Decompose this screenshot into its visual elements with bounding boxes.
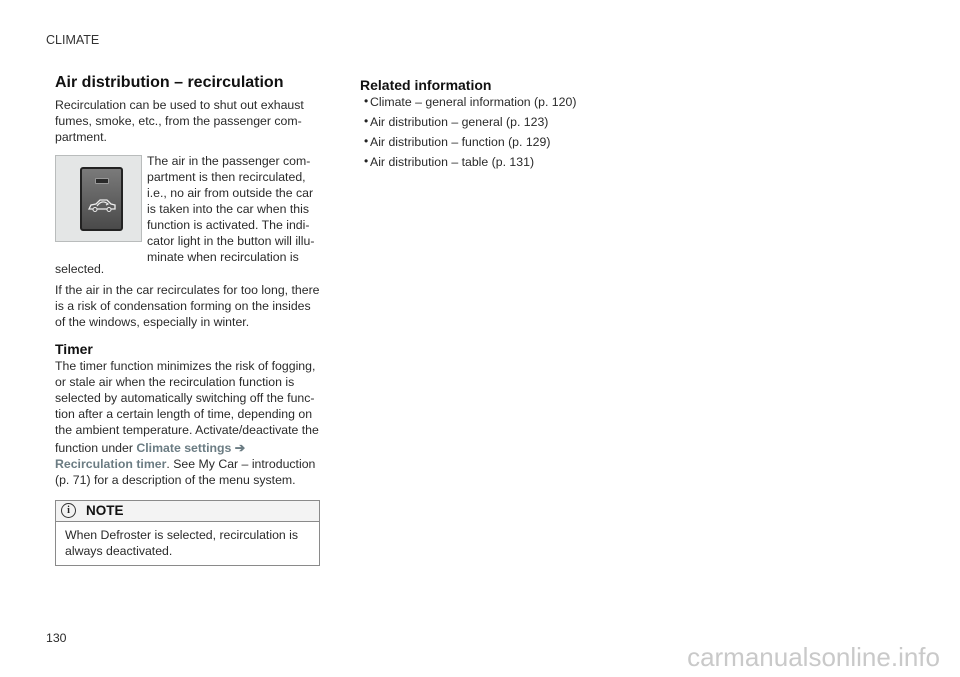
related-link[interactable]: Air distribution – function (p. 129) bbox=[370, 135, 551, 149]
image-caption-text bbox=[147, 153, 314, 265]
text-line: function is activated. The indi- bbox=[147, 218, 310, 232]
text-line: (p. 71) for a description of the menu system. bbox=[55, 473, 296, 487]
text-line: always deactivated. bbox=[65, 544, 173, 558]
related-heading: Related information bbox=[360, 77, 492, 93]
note-box bbox=[55, 500, 320, 566]
car-recirculation-icon bbox=[87, 197, 117, 213]
text-span: . See My Car – introduction bbox=[166, 457, 316, 471]
text-line: selected. bbox=[55, 262, 105, 276]
related-link[interactable]: Climate – general information (p. 120) bbox=[370, 95, 577, 109]
text-line: i.e., no air from outside the car bbox=[147, 186, 314, 200]
related-link[interactable]: Air distribution – general (p. 123) bbox=[370, 115, 549, 129]
text-line: Recirculation can be used to shut out exhaust bbox=[55, 98, 304, 112]
arrow-right-icon: ➔ bbox=[234, 441, 246, 455]
bullet-icon: • bbox=[364, 114, 369, 128]
text-line: The air in the passenger com- bbox=[147, 154, 311, 168]
note-label: NOTE bbox=[86, 503, 124, 518]
text-line: tion after a certain length of time, depending on bbox=[55, 407, 313, 421]
text-span: function under bbox=[55, 441, 137, 455]
text-line: is taken into the car when this bbox=[147, 202, 309, 216]
related-link[interactable]: Air distribution – table (p. 131) bbox=[370, 155, 535, 169]
note-text bbox=[65, 527, 298, 559]
condensation-paragraph bbox=[55, 282, 320, 330]
menu-path-recirculation-timer: Recirculation timer bbox=[55, 457, 167, 471]
timer-paragraph bbox=[55, 358, 319, 488]
menu-path-climate-settings: Climate settings bbox=[136, 441, 232, 455]
text-line: of the windows, especially in winter. bbox=[55, 315, 250, 329]
text-line: If the air in the car recirculates for too long, there bbox=[55, 283, 320, 297]
text-line: When Defroster is selected, recirculation is bbox=[65, 528, 299, 542]
text-line: selected by automatically switching off the func- bbox=[55, 391, 315, 405]
indicator-light-icon bbox=[95, 178, 109, 184]
note-header bbox=[56, 501, 319, 522]
text-line: or stale air when the recirculation function is bbox=[55, 375, 295, 389]
watermark: carmanualsonline.info bbox=[687, 642, 940, 672]
recirculation-button-illustration bbox=[80, 167, 123, 231]
text-line: The timer function minimizes the risk of fogging, bbox=[55, 359, 316, 373]
page-title: Air distribution – recirculation bbox=[55, 74, 284, 91]
text-line: fumes, smoke, etc., from the passenger com- bbox=[55, 114, 302, 128]
timer-heading: Timer bbox=[55, 341, 93, 357]
text-line: the ambient temperature. Activate/deactivate the bbox=[55, 423, 319, 437]
text-line: partment. bbox=[55, 130, 107, 144]
text-line: minate when recirculation is bbox=[147, 250, 299, 264]
intro-text bbox=[55, 97, 304, 145]
text-line: partment is then recirculated, bbox=[147, 170, 306, 184]
text-line: is a risk of condensation forming on the insides bbox=[55, 299, 311, 313]
info-icon: i bbox=[61, 503, 76, 518]
recirculation-button-image bbox=[55, 155, 142, 242]
section-header: CLIMATE bbox=[46, 33, 100, 47]
page-number: 130 bbox=[46, 631, 67, 645]
bullet-icon: • bbox=[364, 134, 369, 148]
bullet-icon: • bbox=[364, 154, 369, 168]
bullet-icon: • bbox=[364, 94, 369, 108]
text-line: cator light in the button will illu- bbox=[147, 234, 315, 248]
